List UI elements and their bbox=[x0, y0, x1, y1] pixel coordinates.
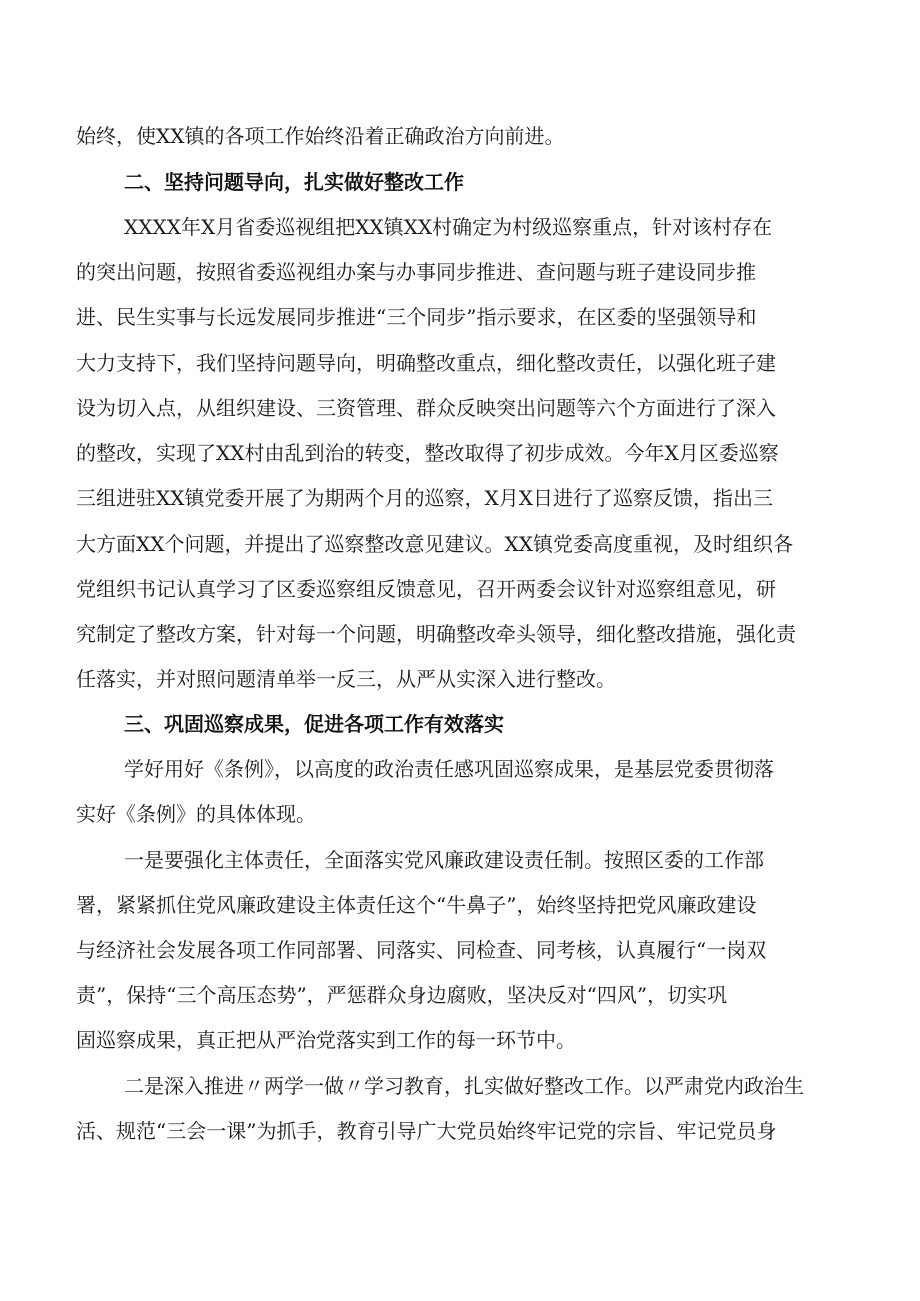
paragraph-line: 二是深入推进〃两学一做〃学习教育，扎实做好整改工作。以严肃党内政治生 bbox=[124, 1074, 804, 1098]
section-heading: 二、坚持问题导向，扎实做好整改工作 bbox=[124, 170, 464, 194]
paragraph-line: 一是要强化主体责任，全面落实党风廉政建设责任制。按照区委的工作部 bbox=[124, 848, 764, 872]
paragraph-line: 大方面XX个问题，并提出了巡察整改意见建议。XX镇党委高度重视，及时组织各 bbox=[76, 532, 793, 556]
paragraph-line: 任落实，并对照问题清单举一反三，从严从实深入进行整改。 bbox=[76, 667, 616, 691]
paragraph-line: 进、民生实事与长远发展同步推进“三个同步”指示要求，在区委的坚强领导和 bbox=[76, 305, 757, 329]
paragraph-line: 实好《条例》的具体体现。 bbox=[76, 802, 316, 826]
paragraph-line: XXXX年X月省委巡视组把XX镇XX村确定为村级巡察重点，针对该村存在 bbox=[124, 215, 773, 239]
paragraph-line: 与经济社会发展各项工作同部署、同落实、同检查、同考核，认真履行“一岗双 bbox=[76, 938, 767, 962]
paragraph-line: 固巡察成果，真正把从严治党落实到工作的每一环节中。 bbox=[76, 1028, 576, 1052]
paragraph-line: 始终，使XX镇的各项工作始终沿着正确政治方向前进。 bbox=[76, 124, 565, 148]
paragraph-line: 责”，保持“三个高压态势”，严惩群众身边腐败，坚决反对“四风”，切实巩 bbox=[76, 983, 728, 1007]
paragraph-line: 活、规范“三会一课”为抓手，教育引导广大党员始终牢记党的宗旨、牢记党员身 bbox=[76, 1119, 777, 1143]
paragraph-line: 署，紧紧抓住党风廉政建设主体责任这个“牛鼻子”，始终坚持把党风廉政建设 bbox=[76, 893, 757, 917]
paragraph-line: 的突出问题，按照省委巡视组办案与办事同步推进、查问题与班子建设同步推 bbox=[76, 260, 756, 284]
paragraph-line: 设为切入点，从组织建设、三资管理、群众反映突出问题等六个方面进行了深入 bbox=[76, 396, 776, 420]
paragraph-line: 党组织书记认真学习了区委巡察组反馈意见，召开两委会议针对巡察组意见，研 bbox=[76, 577, 776, 601]
section-heading: 三、巩固巡察成果，促进各项工作有效落实 bbox=[124, 712, 504, 736]
paragraph-line: 的整改，实现了XX村由乱到治的转变，整改取得了初步成效。今年X月区委巡察 bbox=[76, 441, 779, 465]
paragraph-line: 究制定了整改方案，针对每一个问题，明确整改牵头领导，细化整改措施，强化责 bbox=[76, 622, 796, 646]
paragraph-line: 三组进驻XX镇党委开展了为期两个月的巡察，X月X日进行了巡察反馈，指出三 bbox=[76, 486, 773, 510]
paragraph-line: 学好用好《条例》，以高度的政治责任感巩固巡察成果，是基层党委贯彻落 bbox=[124, 757, 774, 781]
paragraph-line: 大力支持下，我们坚持问题导向，明确整改重点，细化整改责任，以强化班子建 bbox=[76, 351, 776, 375]
